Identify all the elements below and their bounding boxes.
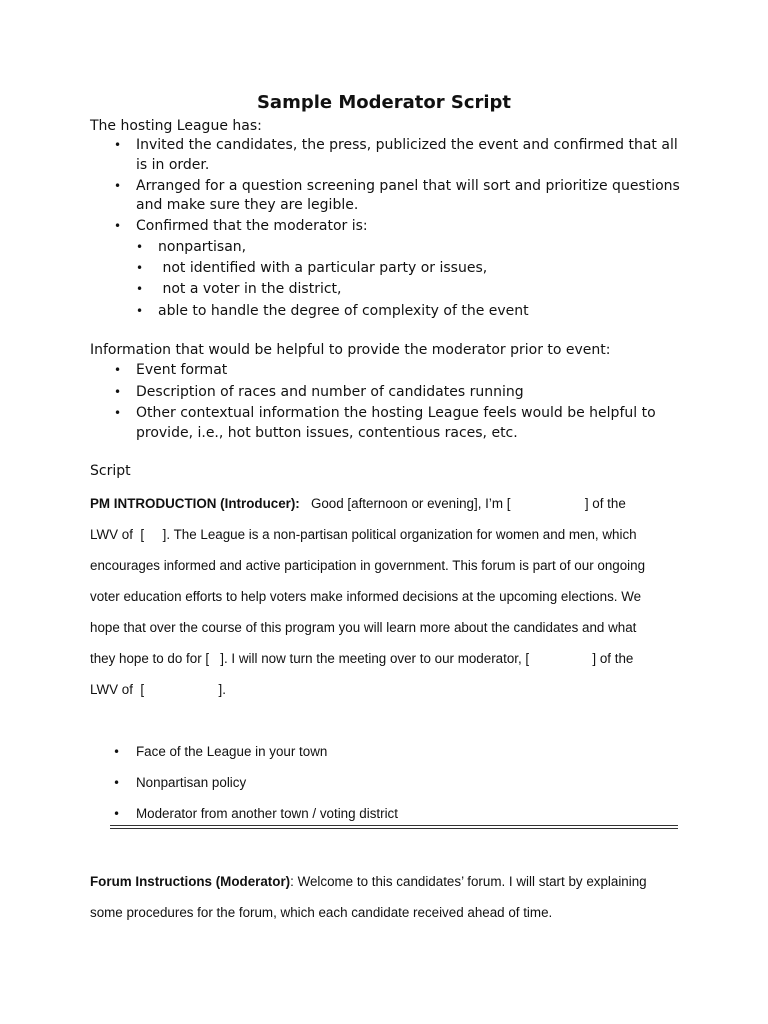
bullet-icon: • [113, 745, 121, 759]
script-heading: Script [90, 463, 131, 479]
forum-line-1 [90, 872, 647, 892]
forum-label: Forum Instructions (Moderator) [90, 874, 291, 889]
hosting-item-1-line-2: is in order. [136, 157, 210, 173]
info-item-1: Event format [136, 362, 228, 378]
bullet-icon: • [136, 304, 144, 318]
intro-label: PM INTRODUCTION (Introducer): [90, 496, 300, 511]
intro-line-1-text: Good [afternoon or evening], I’m [ ] of the [299, 496, 626, 511]
divider-line [110, 825, 678, 826]
intro-line-6: they hope to do for [ ]. I will now turn the meeting over to our moderator, [ ] of the [90, 651, 634, 666]
bullet-icon: • [113, 776, 121, 790]
bullet-icon: • [136, 282, 144, 296]
point-2: Nonpartisan policy [136, 775, 247, 790]
point-1: Face of the League in your town [136, 744, 328, 759]
hosting-item-2-line-1: Arranged for a question screening panel that will sort and prioritize questions [136, 178, 680, 194]
bullet-icon: • [114, 363, 122, 377]
info-item-2: Description of races and number of candidates running [136, 384, 524, 400]
bullet-icon: • [114, 385, 122, 399]
page-title: Sample Moderator Script [256, 92, 512, 113]
intro-line-4: voter education efforts to help voters make informed decisions at the upcoming elections. We [90, 589, 642, 604]
info-intro: Information that would be helpful to provide the moderator prior to event: [90, 342, 611, 358]
info-item-3-line-1: Other contextual information the hosting League feels would be helpful to [136, 405, 656, 421]
forum-line-1-text: : Welcome to this candidates’ forum. I will start by explaining [290, 874, 647, 889]
bullet-icon: • [114, 138, 122, 152]
divider-line [110, 828, 678, 829]
bullet-icon: • [136, 261, 144, 275]
bullet-icon: • [114, 406, 122, 420]
hosting-item-3-line-1: Confirmed that the moderator is: [136, 218, 368, 234]
hosting-item-1-line-1: Invited the candidates, the press, publicized the event and confirmed that all [136, 137, 678, 153]
intro-line-7: LWV of [ ]. [90, 682, 226, 697]
bullet-icon: • [114, 179, 122, 193]
intro-line-3: encourages informed and active participation in government. This forum is part of our ongoing [90, 558, 646, 573]
moderator-quality-2: not identified with a particular party or issues, [158, 260, 488, 276]
hosting-intro: The hosting League has: [90, 118, 262, 134]
point-3: Moderator from another town / voting district [136, 806, 398, 821]
moderator-quality-1: nonpartisan, [158, 239, 247, 255]
intro-line-2: LWV of [ ]. The League is a non-partisan political organization for women and men, which [90, 527, 637, 542]
forum-line-2: some procedures for the forum, which each candidate received ahead of time. [90, 905, 553, 920]
bullet-icon: • [136, 240, 144, 254]
intro-line-1 [90, 494, 626, 514]
bullet-icon: • [114, 219, 122, 233]
info-item-3-line-2: provide, i.e., hot button issues, contentious races, etc. [136, 425, 518, 441]
hosting-item-2-line-2: and make sure they are legible. [136, 197, 359, 213]
bullet-icon: • [113, 807, 121, 821]
intro-line-5: hope that over the course of this program you will learn more about the candidates and what [90, 620, 637, 635]
moderator-quality-4: able to handle the degree of complexity of the event [158, 303, 529, 319]
moderator-quality-3: not a voter in the district, [158, 281, 342, 297]
